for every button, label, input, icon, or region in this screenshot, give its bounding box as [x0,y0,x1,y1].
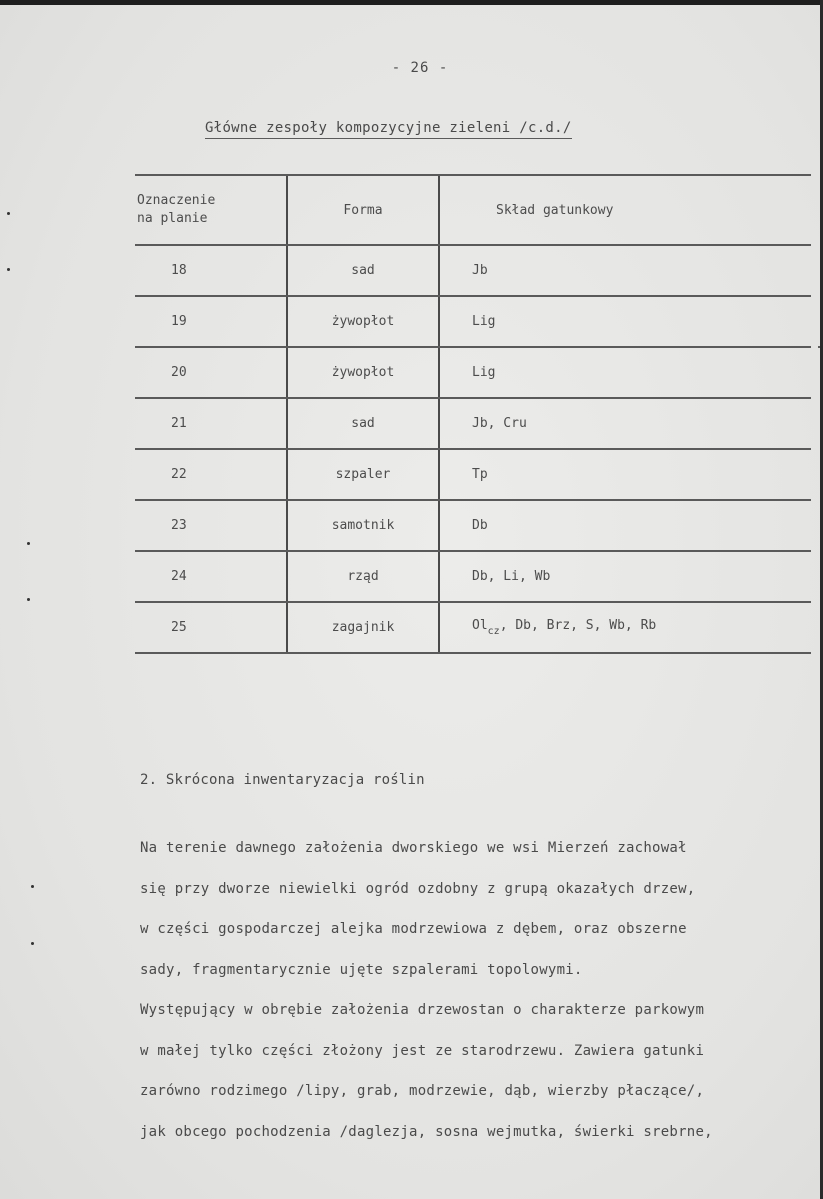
table-row [135,347,811,398]
species-main: Ol [472,618,488,633]
margin-punch-mark [27,598,30,601]
row-species: Lig [439,347,811,398]
row-species: Db, Li, Wb [439,551,811,602]
page-number: - 26 - [391,60,449,76]
body-line: się przy dworze niewielki ogród ozdobny z grupą okazałych drzew, [140,880,696,897]
composition-table [135,174,811,654]
row-form: sad [287,245,439,296]
row-species: Lig [439,296,811,347]
body-line: w części gospodarczej alejka modrzewiowa z dębem, oraz obszerne [140,921,687,937]
margin-punch-mark [31,885,34,888]
row-number: 25 [135,602,287,653]
row-species [439,602,811,653]
margin-punch-mark [818,346,820,348]
header-designation [135,175,287,245]
row-number: 18 [135,245,287,296]
row-species: Jb [439,245,811,296]
table-row [135,296,811,347]
row-number: 21 [135,398,287,449]
table-row [135,449,811,500]
row-number: 22 [135,449,287,500]
row-number: 23 [135,500,287,551]
row-form: rząd [287,551,439,602]
table-row [135,245,811,296]
table-header-row [135,175,811,245]
species-subscript: cz [487,626,500,637]
table-row [135,398,811,449]
table-caption: Główne zespoły kompozycyjne zieleni /c.d./ [205,120,572,139]
margin-punch-mark [27,542,30,545]
row-form: samotnik [287,500,439,551]
header-designation-line1: Oznaczenie [137,193,216,208]
body-paragraph [140,828,812,1152]
body-line: jak obcego pochodzenia /daglezja, sosna wejmutka, świerki srebrne, [140,1123,713,1140]
body-line: zarówno rodzimego /lipy, grab, modrzewie, dąb, wierzby płaczące/, [140,1083,705,1099]
header-form: Forma [287,175,439,245]
row-number: 20 [135,347,287,398]
row-number: 19 [135,296,287,347]
margin-punch-mark [7,268,10,271]
body-line: sady, fragmentarycznie ujęte szpalerami topolowymi. [140,961,583,978]
row-form: zagajnik [287,602,439,653]
table-row [135,500,811,551]
header-designation-line2: na planie [137,211,208,226]
row-species: Jb, Cru [439,398,811,449]
section-heading: 2. Skrócona inwentaryzacja roślin [140,772,425,788]
table-row [135,602,811,653]
margin-punch-mark [31,942,34,945]
species-rest: , Db, Brz, S, Wb, Rb [499,618,657,633]
body-line: w małej tylko części złożony jest ze starodrzewu. Zawiera gatunki [140,1042,705,1059]
row-species: Db [439,500,811,551]
table-row [135,551,811,602]
row-species: Tp [439,449,811,500]
row-form: szpaler [287,449,439,500]
row-form: żywopłot [287,347,439,398]
margin-punch-mark [7,212,10,215]
body-line: Występujący w obrębie założenia drzewostan o charakterze parkowym [140,1002,705,1018]
header-species: Skład gatunkowy [439,175,811,245]
row-form: sad [287,398,439,449]
row-form: żywopłot [287,296,439,347]
body-line: Na terenie dawnego założenia dworskiego we wsi Mierzeń zachował [140,840,687,856]
row-number: 24 [135,551,287,602]
